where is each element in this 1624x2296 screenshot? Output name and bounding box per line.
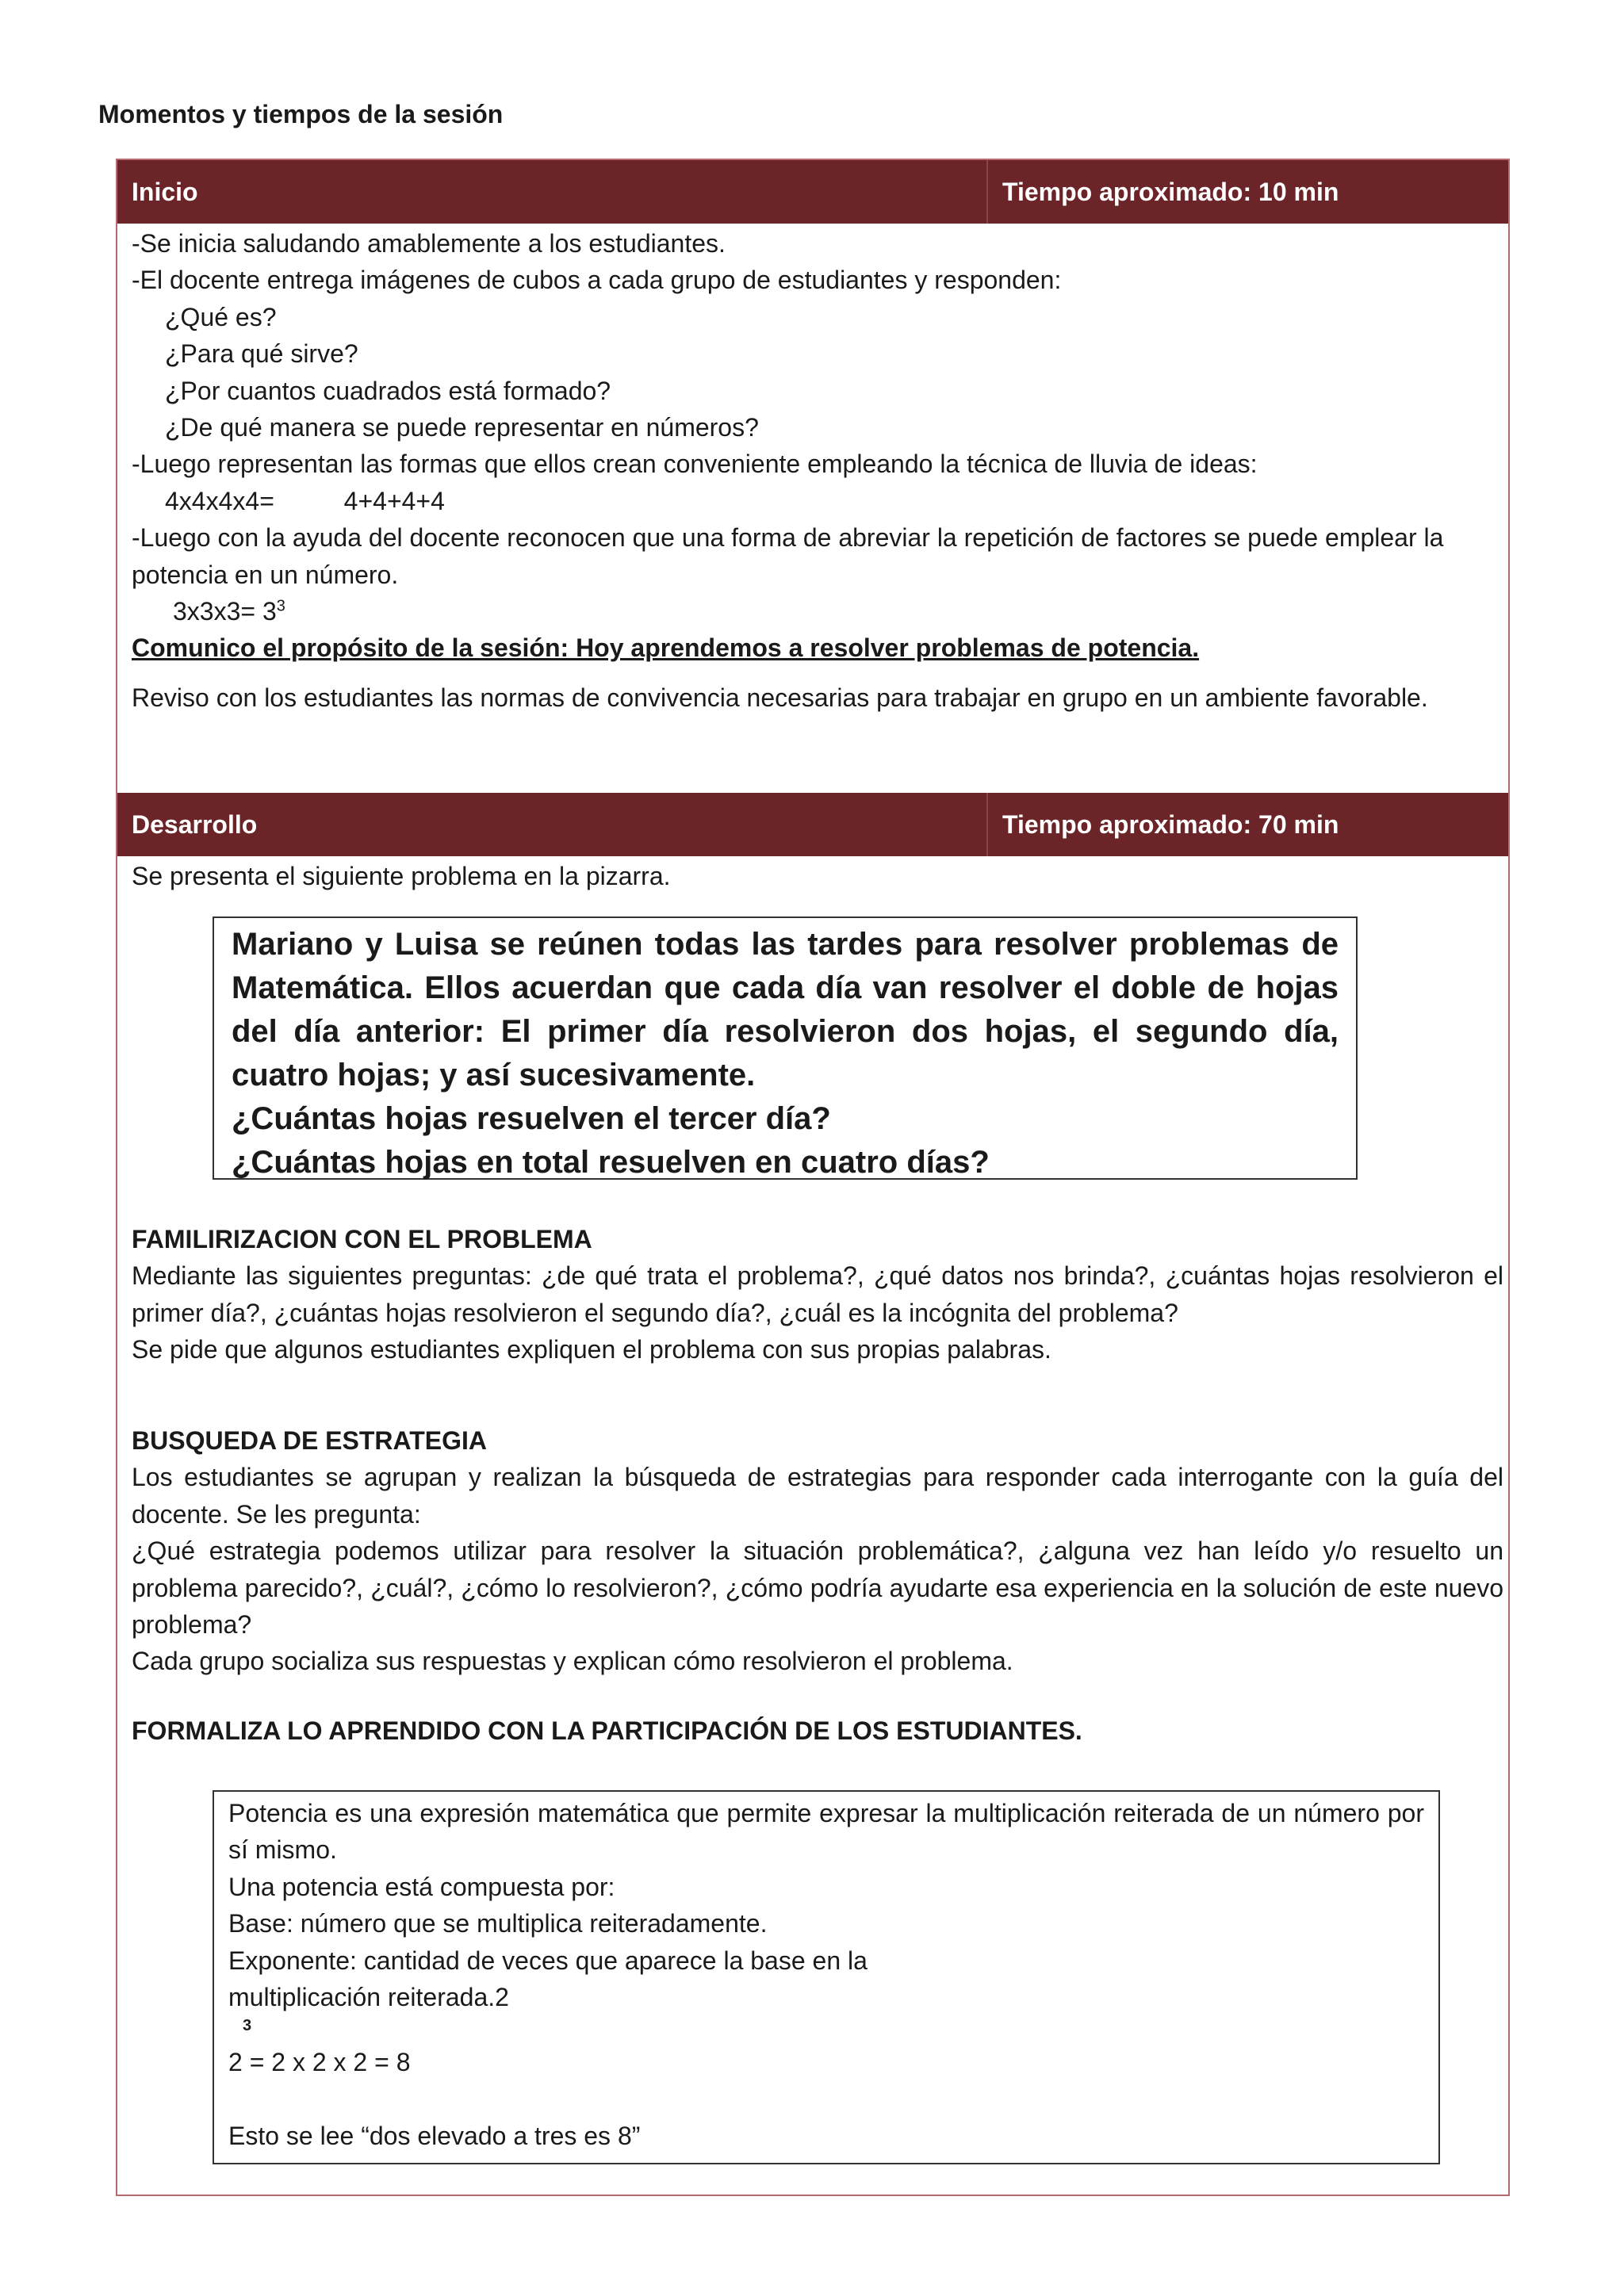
inicio-line: -El docente entrega imágenes de cubos a cada grupo de estudiantes y responden: bbox=[132, 266, 1062, 295]
formalize-section bbox=[132, 1712, 1503, 1749]
strategy-text3: Cada grupo socializa sus respuestas y explican cómo resolvieron el problema. bbox=[132, 1647, 1013, 1676]
familiarization-text: Mediante las siguientes preguntas: ¿de qué trata el problema?, ¿qué datos nos brinda?, ¿cuántas hojas resolvieron el primer día?, ¿cuántas hojas resolvieron el segundo día?, ¿cuál es la incógnita del problema? bbox=[132, 1261, 1503, 1327]
session-purpose: Comunico el propósito de la sesión: Hoy aprendemos a resolver problemas de potencia. bbox=[132, 633, 1200, 663]
inicio-luego-line: -Luego representan las formas que ellos crean conveniente empleando la técnica de lluvia de ideas: bbox=[132, 450, 1258, 479]
power-example bbox=[132, 593, 1503, 629]
familiarization-text2: Se pide que algunos estudiantes expliquen el problema con sus propias palabras. bbox=[132, 1335, 1051, 1364]
inicio-time: Tiempo aproximado: 10 min bbox=[1002, 178, 1339, 206]
problem-question: ¿Cuántas hojas resuelven el tercer día? bbox=[232, 1101, 831, 1136]
power-example-exponent: 3 bbox=[276, 597, 285, 615]
definition-text: Base: número que se multiplica reiteradamente. bbox=[228, 1909, 768, 1938]
inicio-examples bbox=[132, 483, 1503, 519]
definition-text: Exponente: cantidad de veces que aparece la base en la bbox=[228, 1946, 868, 1975]
power-example-base: 3x3x3= 3 bbox=[173, 597, 277, 626]
strategy-heading: BUSQUEDA DE ESTRATEGIA bbox=[132, 1426, 488, 1455]
inicio-line: -Se inicia saludando amablemente a los estudiantes. bbox=[132, 229, 726, 258]
inicio-content bbox=[132, 225, 1503, 718]
desarrollo-header-band bbox=[117, 793, 1508, 856]
example-mult: 4x4x4x4= bbox=[165, 486, 274, 515]
familiarization-section bbox=[132, 1221, 1503, 1368]
band-divider bbox=[986, 160, 988, 224]
inicio-question: ¿Por cuantos cuadrados está formado? bbox=[165, 376, 611, 405]
familiarization-heading: FAMILIRIZACION CON EL PROBLEMA bbox=[132, 1225, 592, 1253]
definition-text: Potencia es una expresión matemática que permite expresar la multiplicación reiterada de un número por sí mismo. bbox=[228, 1799, 1424, 1865]
document-title: Momentos y tiempos de la sesión bbox=[98, 100, 504, 128]
inicio-question: ¿Qué es? bbox=[165, 302, 277, 331]
definition-box bbox=[213, 1790, 1440, 2164]
inicio-luego-line2: -Luego con la ayuda del docente reconocen que una forma de abreviar la repetición de factores se puede emplear la potencia en un número. bbox=[132, 523, 1444, 589]
inicio-label: Inicio bbox=[132, 178, 198, 206]
problem-box bbox=[213, 916, 1358, 1180]
definition-reading: Esto se lee “dos elevado a tres es 8” bbox=[228, 2121, 641, 2150]
inicio-header-band bbox=[117, 160, 1508, 224]
inicio-question: ¿De qué manera se puede representar en números? bbox=[165, 413, 759, 442]
example-sum: 4+4+4+4 bbox=[343, 486, 445, 515]
desarrollo-time: Tiempo aproximado: 70 min bbox=[1002, 810, 1339, 839]
definition-text: multiplicación reiterada.2 bbox=[228, 1983, 509, 2012]
problem-question: ¿Cuántas hojas en total resuelven en cuatro días? bbox=[232, 1145, 990, 1180]
desarrollo-label: Desarrollo bbox=[132, 810, 258, 839]
strategy-section bbox=[132, 1422, 1503, 1680]
problem-text: Mariano y Luisa se reúnen todas las tardes para resolver problemas de Matemática. Ellos acuerdan que cada día van resolver el doble de hojas del día anterior: El primer día resolvieron dos hojas, el segundo día, cuatro hojas; y así sucesivamente. bbox=[232, 927, 1339, 1093]
inicio-question: ¿Para qué sirve? bbox=[165, 339, 358, 369]
definition-exponent: 3 bbox=[243, 2017, 252, 2035]
strategy-text: Los estudiantes se agrupan y realizan la búsqueda de estrategias para responder cada interrogante con la guía del docente. Se les pregunta: bbox=[132, 1463, 1503, 1529]
definition-text: Una potencia está compuesta por: bbox=[228, 1872, 615, 1901]
formalize-heading: FORMALIZA LO APRENDIDO CON LA PARTICIPACIÓN DE LOS ESTUDIANTES. bbox=[132, 1716, 1082, 1745]
definition-equation: 2 = 2 x 2 x 2 = 8 bbox=[228, 2048, 411, 2077]
band-divider bbox=[986, 793, 988, 856]
coexistence-norms: Reviso con los estudiantes las normas de convivencia necesarias para trabajar en grupo en un ambiente favorable. bbox=[132, 683, 1428, 712]
strategy-text2: ¿Qué estrategia podemos utilizar para resolver la situación problemática?, ¿alguna vez han leído y/o resuelto un problema parecido?, ¿cuál?, ¿cómo lo resolvieron?, ¿cómo podría ayudarte esa experiencia en la solución de este nuevo problema? bbox=[132, 1536, 1503, 1640]
desarrollo-intro bbox=[132, 858, 1503, 894]
desarrollo-intro-line: Se presenta el siguiente problema en la pizarra. bbox=[132, 862, 671, 890]
